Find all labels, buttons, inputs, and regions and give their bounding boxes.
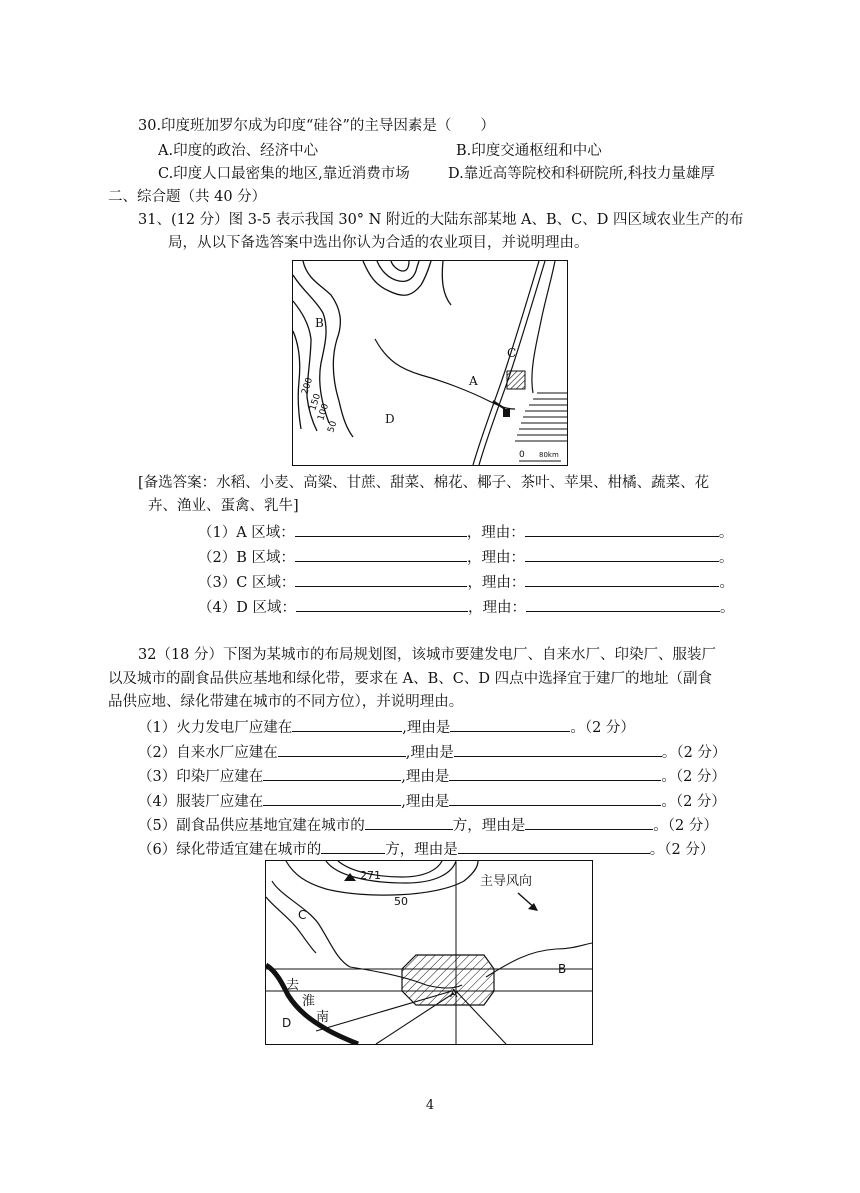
city-planning-map — [265, 860, 593, 1045]
agriculture-map — [292, 260, 568, 466]
map2-label-c: C — [298, 908, 307, 922]
scale-label-0: 0 — [519, 450, 525, 460]
q30-option-c: C.印度人口最密集的地区,靠近消费市场 — [158, 166, 410, 182]
location-blank[interactable] — [263, 790, 401, 806]
map2-label-d: D — [282, 1016, 292, 1030]
reason-blank[interactable] — [454, 741, 662, 757]
wind-arrow-head — [528, 903, 538, 911]
contour-label-50: 50 — [326, 419, 340, 434]
q32-item-2: （2）自来水厂应建在 ,理由是 。（2 分） — [138, 741, 726, 763]
section-title: 二、综合题（共 40 分） — [108, 189, 267, 205]
q31-item-a: （1）A 区域： ，理由： 。 — [198, 521, 733, 543]
q32-item-6: （6）绿化带适宜建在城市的 方，理由是 。（2 分） — [138, 838, 714, 860]
contour-label-200: 200 — [300, 376, 316, 396]
location-blank[interactable] — [263, 765, 401, 781]
direction-blank[interactable] — [321, 838, 385, 854]
river-label-1: 去 — [286, 978, 300, 993]
q31-item-b: （2）B 区域： ，理由： 。 — [198, 546, 734, 568]
q31-stem-line1: 31、(12 分）图 3-5 表示我国 30° N 附近的大陆东部某地 A、B、C、D 四区域农业生产的布 — [138, 212, 744, 228]
q30-option-a: A.印度的政治、经济中心 — [158, 143, 319, 159]
coast-hatch-lines — [515, 393, 567, 441]
q31-options-line1: [备选答案：水稻、小麦、高粱、甘蔗、甜菜、棉花、椰子、茶叶、苹果、柑橘、蔬菜、花 — [138, 475, 710, 491]
q32-stem-line2: 以及城市的副食品供应基地和绿化带，要求在 A、B、C、D 四点中选择宜于建厂的地址（副食 — [108, 671, 713, 687]
q31-item-c: （3）C 区域： ，理由： 。 — [198, 571, 734, 593]
reason-blank[interactable] — [458, 838, 650, 854]
q32-item-5: （5）副食品供应基地宜建在城市的 方，理由是 。（2 分） — [138, 814, 718, 836]
q30-stem: 30.印度班加罗尔成为印度“硅谷”的主导因素是（ ） — [138, 118, 495, 134]
map1-label-c: C — [507, 346, 517, 360]
river-label-2: 淮 — [302, 994, 316, 1009]
q32-item-4: （4）服装厂应建在 ,理由是 。（2 分） — [138, 790, 726, 812]
q32-stem-line3: 品供应地、绿化带建在城市的不同方位），并说明理由。 — [108, 694, 464, 710]
map1-label-b: B — [315, 316, 324, 330]
direction-blank[interactable] — [365, 814, 453, 830]
peak-label: 271 — [360, 869, 381, 882]
q32-item-1: （1）火力发电厂应建在 ,理由是 。（2 分） — [138, 716, 635, 738]
reason-blank[interactable] — [526, 596, 720, 612]
contour-label-100: 100 — [316, 402, 332, 422]
city-area — [402, 955, 494, 1005]
map1-label-a: A — [469, 374, 478, 388]
map1-label-d: D — [385, 412, 395, 426]
q30-option-b: B.印度交通枢纽和中心 — [456, 143, 602, 159]
city-c-block — [507, 371, 525, 389]
reason-blank[interactable] — [525, 521, 719, 537]
answer-blank[interactable] — [295, 546, 467, 562]
q32-item-3: （3）印染厂应建在 ,理由是 。（2 分） — [138, 765, 726, 787]
river-label-3: 南 — [316, 1010, 330, 1025]
reason-blank[interactable] — [449, 765, 661, 781]
answer-blank[interactable] — [295, 521, 467, 537]
q32-stem-line1: 32（18 分）下图为某城市的布局规划图，该城市要建发电厂、自来水厂、印染厂、服装厂 — [138, 647, 717, 663]
answer-blank[interactable] — [296, 596, 468, 612]
answer-blank[interactable] — [295, 571, 467, 587]
map2-label-b: B — [558, 962, 567, 976]
reason-blank[interactable] — [450, 716, 570, 732]
reason-blank[interactable] — [525, 546, 719, 562]
q30-option-d: D.靠近高等院校和科研院所,科技力量雄厚 — [448, 166, 715, 182]
location-blank[interactable] — [278, 741, 406, 757]
q31-stem-line2: 局，从以下备选答案中选出你认为合适的农业项目，并说明理由。 — [168, 235, 589, 251]
q31-options-line2: 卉、渔业、蛋禽、乳牛] — [148, 498, 299, 514]
scale-label-80: 80km — [539, 451, 559, 459]
reason-blank[interactable] — [525, 571, 719, 587]
q31-item-d: （4）D 区域： ，理由： 。 — [198, 596, 734, 618]
river-and-road — [375, 261, 545, 465]
reason-blank[interactable] — [525, 814, 653, 830]
reason-blank[interactable] — [449, 790, 661, 806]
page-number: 4 — [425, 1098, 435, 1113]
town-marker — [503, 409, 510, 417]
contour-label-150: 150 — [308, 392, 324, 412]
contour-label-50: 50 — [394, 895, 408, 908]
location-blank[interactable] — [292, 716, 402, 732]
map2-label-a: A — [450, 987, 458, 1000]
wind-direction-label: 主导风向 — [480, 874, 533, 889]
